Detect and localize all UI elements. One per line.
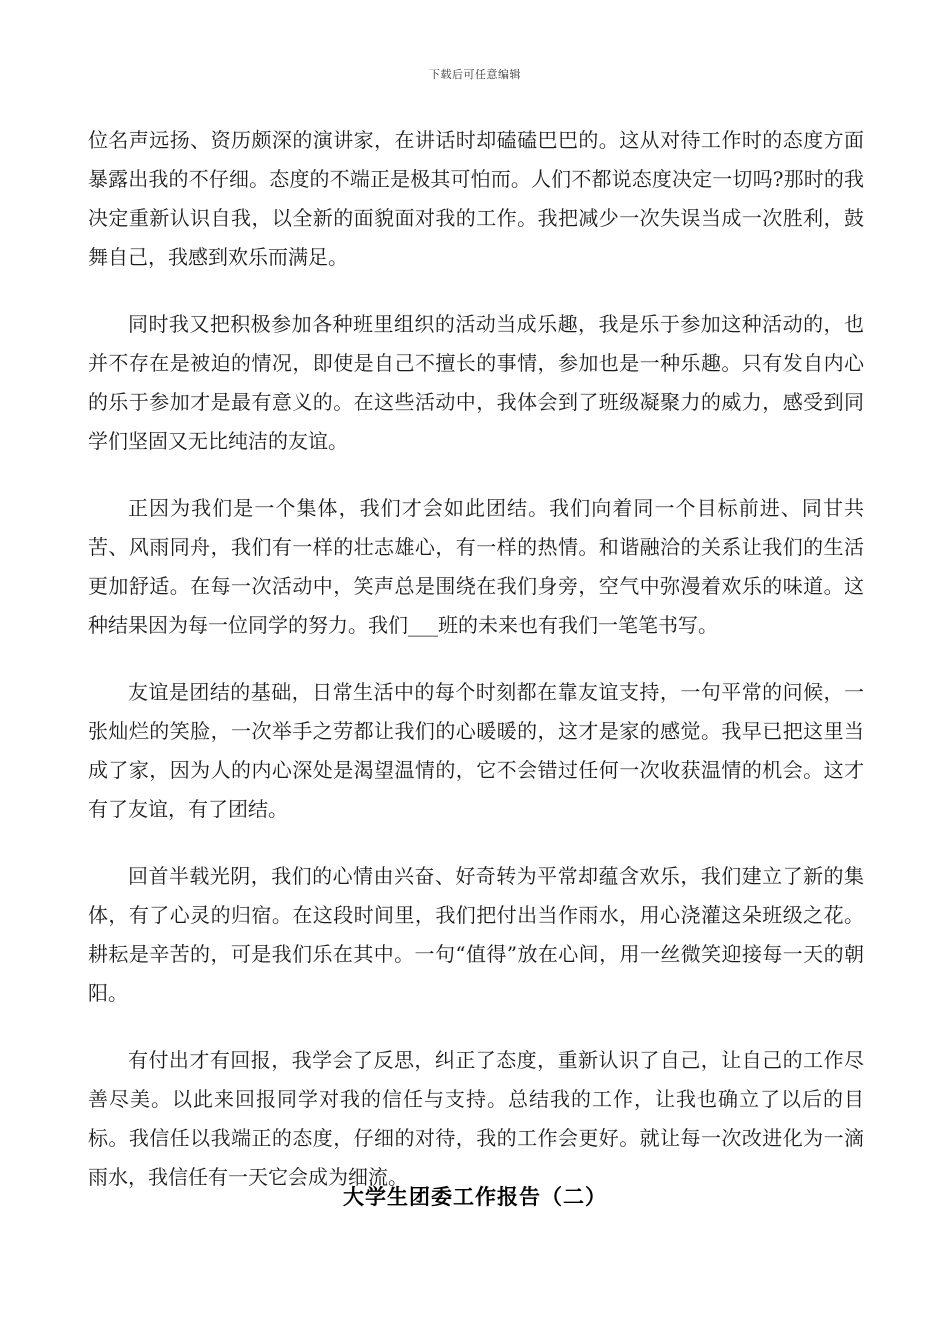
paragraph: 友谊是团结的基础，日常生活中的每个时刻都在靠友谊支持，一句平常的问候，一张灿烂的笑脸，一次举手之劳都让我们的心暖暖的，这才是家的感觉。我早已把这里当成了家，因为人的内心深处是渴望温情的，它不会错过任何一次收获温情的机会。这才有了友谊，有了团结。 (88, 680, 864, 821)
paragraph: 同时我又把积极参加各种班里组织的活动当成乐趣，我是乐于参加这种活动的，也并不存在是被迫的情况，即使是自己不擅长的事情，参加也是一种乐趣。只有发自内心的乐于参加才是最有意义的。在这些活动中，我体会到了班级凝聚力的威力，感受到同学们坚固又无比纯洁的友谊。 (88, 312, 864, 453)
section-title: 大学生团委工作报告（二） (343, 1185, 607, 1209)
page-header: 下载后可任意编辑 (429, 68, 521, 81)
document-body (88, 121, 864, 1225)
paragraph: 有付出才有回报，我学会了反思，纠正了态度，重新认识了自己，让自己的工作尽善尽美。以此来回报同学对我的信任与支持。总结我的工作，让我也确立了以后的目标。我信任以我端正的态度，仔细的对待，我的工作会更好。就让每一次改进化为一滴雨水，我信任有一天它会成为细流。 (88, 1048, 864, 1189)
paragraph: 正因为我们是一个集体，我们才会如此团结。我们向着同一个目标前进、同甘共苦、风雨同舟，我们有一样的壮志雄心，有一样的热情。和谐融洽的关系让我们的生活更加舒适。在每一次活动中，笑声总是围绕在我们身旁，空气中弥漫着欢乐的味道。这种结果因为每一位同学的努力。我们___班的未来也有我们一笔笔书写。 (88, 496, 864, 637)
paragraph: 位名声远扬、资历颇深的演讲家，在讲话时却磕磕巴巴的。这从对待工作时的态度方面暴露出我的不仔细。态度的不端正是极其可怕而。人们不都说态度决定一切吗?那时的我决定重新认识自我，以全新的面貌面对我的工作。我把减少一次失误当成一次胜利，鼓舞自己，我感到欢乐而满足。 (88, 128, 864, 269)
paragraph: 回首半载光阴，我们的心情由兴奋、好奇转为平常却蕴含欢乐，我们建立了新的集体，有了心灵的归宿。在这段时间里，我们把付出当作雨水，用心浇灌这朵班级之花。耕耘是辛苦的，可是我们乐在其中。一句“值得”放在心间，用一丝微笑迎接每一天的朝阳。 (88, 864, 864, 1005)
